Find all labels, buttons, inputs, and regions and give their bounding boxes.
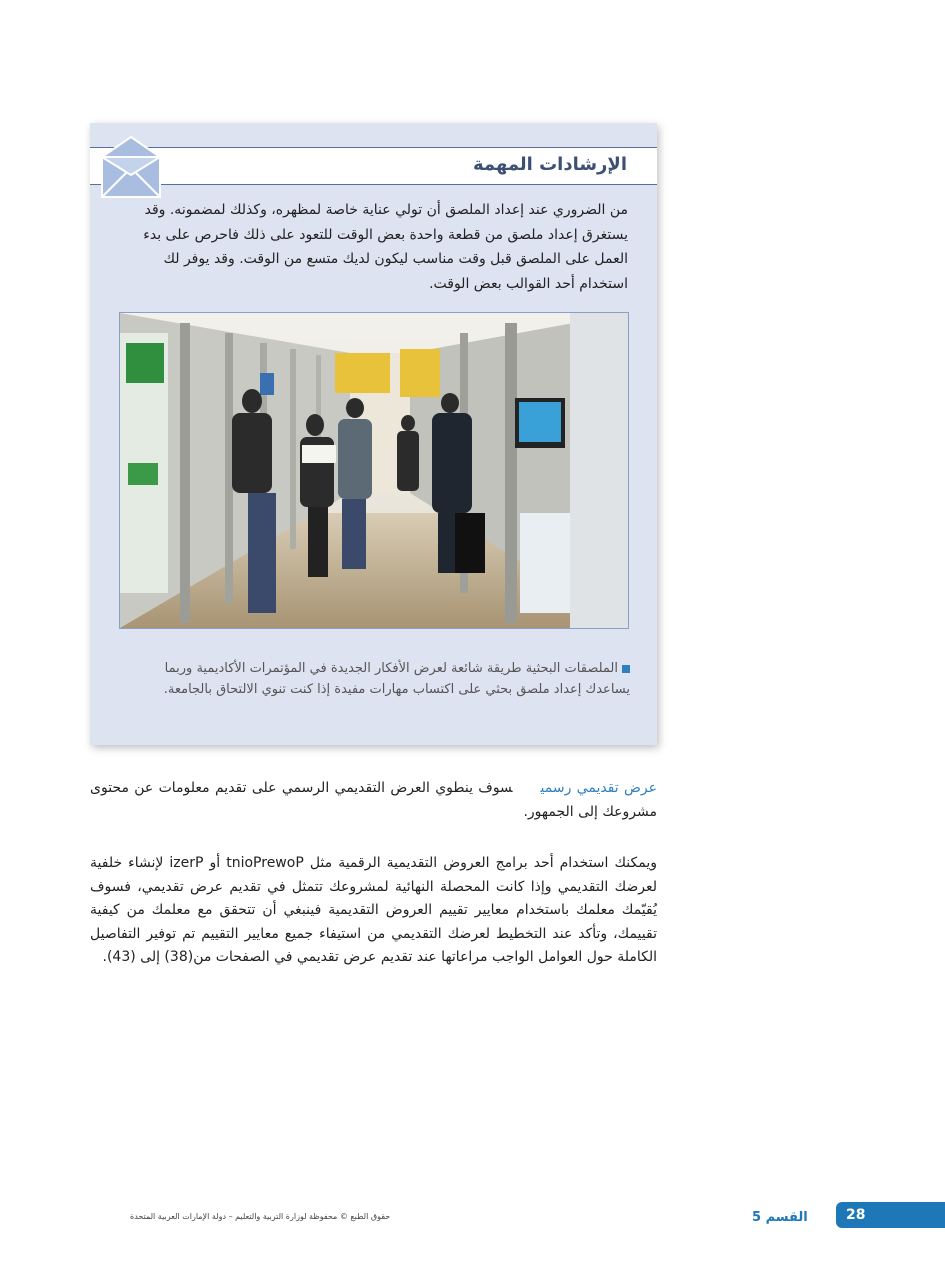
term-formal-presentation: عرض تقديمي رسمي: [540, 780, 657, 796]
section-label: القسم 5: [752, 1210, 808, 1225]
copyright-notice: حقوق الطبع © محفوظة لوزارة التربية والتعليم – دولة الإمارات العربية المتحدة: [130, 1212, 391, 1221]
envelope-icon: [98, 135, 164, 199]
tips-title: الإرشادات المهمة: [472, 154, 627, 175]
photo-caption-text: الملصقات البحثية طريقة شائعة لعرض الأفكار الجديدة في المؤتمرات الأكاديمية وربما يساعدك إعداد ملصق بحثي على اكتساب مهارات مفيدة إذا كنت تنوي الالتحاق بالجامعة.: [163, 661, 630, 697]
conference-photo-illustration: [120, 313, 628, 628]
page-number: 28: [846, 1207, 866, 1223]
photo-caption: [118, 659, 630, 700]
paragraph-1-text: سوف ينطوي العرض التقديمي الرسمي على تقديم معلومات عن محتوى مشروعك إلى الجمهور.: [90, 780, 657, 820]
bullet-square-icon: [622, 665, 630, 673]
formal-presentation-paragraph: [90, 777, 657, 824]
paragraph-2: ويمكنك استخدام أحد برامج العروض التقديمية الرقمية مثل tnioPrewoP أو izerP لإنشاء خلفية لعرضك التقديمي وإذا كانت المحصلة النهائية لمشروعك تتمثل في تقديم عرض تقديمي، فسوف يُقيّمك معلمك باستخدام معايير تقييم العروض التقديمية فينبغي أن تتحقق مع معلمك من كيفية تقييمك، وتأكد عند التخطيط لعرضك التقديمي من استيفاء جميع معايير التقييم تم توفير التفاصيل الكاملة حول العوامل الواجب مراعاتها عند تقديم عرض تقديمي في الصفحات من(38) إلى (43).: [90, 855, 657, 965]
tips-header: [90, 147, 657, 185]
conference-photo: [119, 312, 629, 629]
tips-text: من الضروري عند إعداد الملصق أن تولي عناية خاصة لمظهره، وكذلك لمضمونه. وقد يستغرق إعداد ملصق من قطعة واحدة بعض الوقت للتعود على ذلك فاحرص على بدء العمل على الملصق قبل وقت مناسب ليكون لديك متسع من الوقت. وقد يوفر لك استخدام أحد القوالب بعض الوقت.: [143, 202, 628, 292]
